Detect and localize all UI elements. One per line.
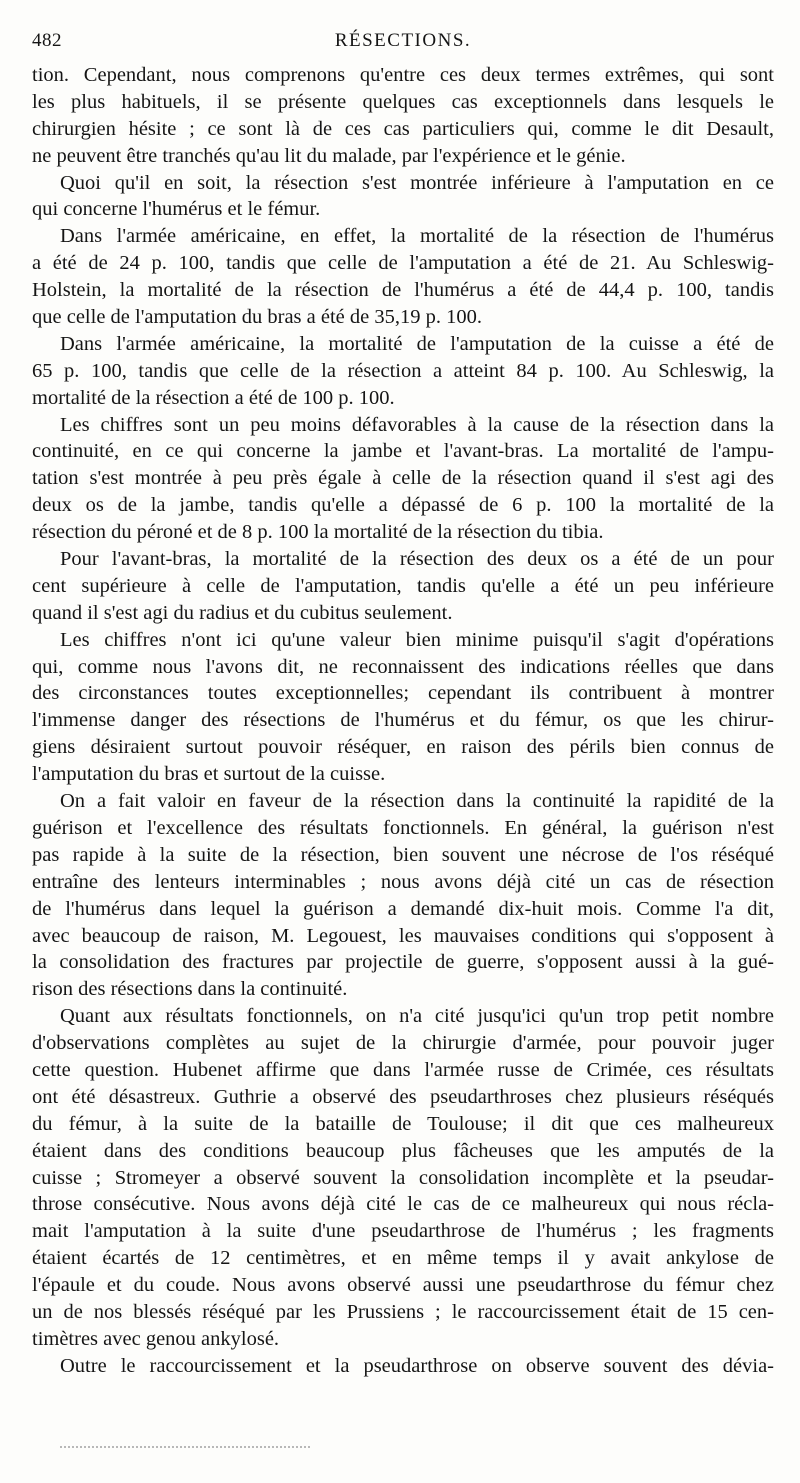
text-line: deux os de la jambe, tandis qu'elle a dépassé de 6 p. 100 la mortalité de la — [32, 494, 774, 517]
text-line: l'amputation du bras et surtout de la cuisse. — [32, 763, 386, 786]
text-line: l'immense danger des résections de l'humérus et du fémur, os que les chirur- — [32, 709, 774, 732]
text-line: du fémur, à la suite de la bataille de Toulouse; il dit que ces malheureux — [32, 1112, 774, 1135]
paragraph — [32, 412, 774, 546]
text-line: tation s'est montrée à peu près égale à celle de la résection quand il s'est agi des — [32, 467, 774, 490]
paragraph — [32, 546, 774, 627]
text-line: Dans l'armée américaine, la mortalité de l'amputation de la cuisse a été de — [60, 332, 774, 355]
text-line: des circonstances toutes exceptionnelles; cependant ils contribuent à montrer — [32, 682, 774, 705]
text-line: Les chiffres sont un peu moins défavorables à la cause de la résection dans la — [60, 413, 774, 436]
text-line: un de nos blessés réséqué par les Prussiens ; le raccourcissement était de 15 cen- — [32, 1300, 774, 1323]
text-line: cette question. Hubenet affirme que dans l'armée russe de Crimée, ces résultats — [32, 1058, 774, 1081]
paragraph — [32, 1003, 774, 1353]
paragraph — [32, 331, 774, 412]
text-line: qui concerne l'humérus et le fémur. — [32, 198, 321, 221]
page-number: 482 — [32, 30, 62, 51]
text-line: l'épaule et du coude. Nous avons observé aussi une pseudarthrose du fémur chez — [32, 1274, 774, 1297]
text-line: giens désiraient surtout pouvoir réséquer, en raison des périls bien connus de — [32, 736, 774, 759]
text-line: Holstein, la mortalité de la résection de l'humérus a été de 44,4 p. 100, tandis — [32, 279, 774, 302]
text-line: Pour l'avant-bras, la mortalité de la résection des deux os a été de un pour — [60, 548, 774, 571]
paragraph — [32, 788, 774, 1003]
paragraph — [32, 62, 774, 170]
page-header — [32, 30, 774, 58]
paragraph — [32, 223, 774, 331]
text-line: que celle de l'amputation du bras a été de 35,19 p. 100. — [32, 306, 482, 329]
text-line: a été de 24 p. 100, tandis que celle de l'amputation a été de 21. Au Schleswig- — [32, 252, 774, 275]
text-line: ont été désastreux. Guthrie a observé des pseudarthroses chez plusieurs réséqués — [32, 1085, 774, 1108]
text-line: pas rapide à la suite de la résection, bien souvent une nécrose de l'os réséqué — [32, 843, 774, 866]
text-line: ne peuvent être tranchés qu'au lit du malade, par l'expérience et le génie. — [32, 144, 626, 167]
text-line: timètres avec genou ankylosé. — [32, 1327, 280, 1350]
paragraph — [32, 1353, 774, 1380]
footer-dotted-rule — [60, 1446, 310, 1448]
text-line: la consolidation des fractures par projectile de guerre, s'opposent aussi à la gué- — [32, 951, 774, 974]
text-line: Quant aux résultats fonctionnels, on n'a cité jusqu'ici qu'un trop petit nombre — [60, 1005, 774, 1028]
text-line: Outre le raccourcissement et la pseudarthrose on observe souvent des dévia- — [60, 1354, 774, 1377]
text-line: de l'humérus dans lequel la guérison a demandé dix-huit mois. Comme l'a dit, — [32, 897, 774, 920]
text-line: cent supérieure à celle de l'amputation, tandis qu'elle a été un peu inférieure — [32, 574, 774, 597]
text-line: tion. Cependant, nous comprenons qu'entre ces deux termes extrêmes, qui sont — [32, 64, 774, 86]
body-text — [32, 62, 774, 1380]
text-line: quand il s'est agi du radius et du cubitus seulement. — [32, 601, 453, 624]
text-line: throse consécutive. Nous avons déjà cité le cas de ce malheureux qui nous récla- — [32, 1193, 774, 1216]
text-line: mait l'amputation à la suite d'une pseudarthrose de l'humérus ; les fragments — [32, 1220, 774, 1243]
text-line: chirurgien hésite ; ce sont là de ces cas particuliers qui, comme le dit Desault, — [32, 117, 774, 140]
text-line: mortalité de la résection a été de 100 p. 100. — [32, 386, 395, 409]
text-line: les plus habituels, il se présente quelques cas exceptionnels dans lesquels le — [32, 90, 774, 113]
text-line: étaient dans des conditions beaucoup plus fâcheuses que les amputés de la — [32, 1139, 774, 1162]
paragraph — [32, 170, 774, 224]
running-title: RÉSECTIONS. — [334, 30, 472, 51]
text-line: On a fait valoir en faveur de la résection dans la continuité la rapidité de la — [60, 790, 774, 813]
text-line: entraîne des lenteurs interminables ; nous avons déjà cité un cas de résection — [32, 870, 774, 893]
text-line: rison des résections dans la continuité. — [32, 978, 348, 1001]
text-line: cuisse ; Stromeyer a observé souvent la consolidation incomplète et la pseudar- — [32, 1166, 774, 1189]
text-line: continuité, en ce qui concerne la jambe et l'avant-bras. La mortalité de l'ampu- — [32, 440, 774, 463]
text-line: guérison et l'excellence des résultats fonctionnels. En général, la guérison n'est — [32, 816, 774, 839]
text-line: avec beaucoup de raison, M. Legouest, les mauvaises conditions qui s'opposent à — [32, 924, 774, 947]
text-line: résection du péroné et de 8 p. 100 la mortalité de la résection du tibia. — [32, 521, 604, 544]
text-line: d'observations complètes au sujet de la chirurgie d'armée, pour pouvoir juger — [32, 1032, 774, 1055]
text-line: qui, comme nous l'avons dit, ne reconnaissent des indications réelles que dans — [32, 655, 774, 678]
paragraph — [32, 627, 774, 788]
text-line: 65 p. 100, tandis que celle de la résection a atteint 84 p. 100. Au Schleswig, la — [32, 359, 774, 382]
text-line: Quoi qu'il en soit, la résection s'est montrée inférieure à l'amputation en ce — [60, 171, 774, 194]
text-line: Les chiffres n'ont ici qu'une valeur bien minime puisqu'il s'agit d'opérations — [60, 628, 774, 651]
text-line: étaient écartés de 12 centimètres, et en même temps il y avait ankylose de — [32, 1247, 774, 1270]
text-line: Dans l'armée américaine, en effet, la mortalité de la résection de l'humérus — [60, 225, 774, 248]
